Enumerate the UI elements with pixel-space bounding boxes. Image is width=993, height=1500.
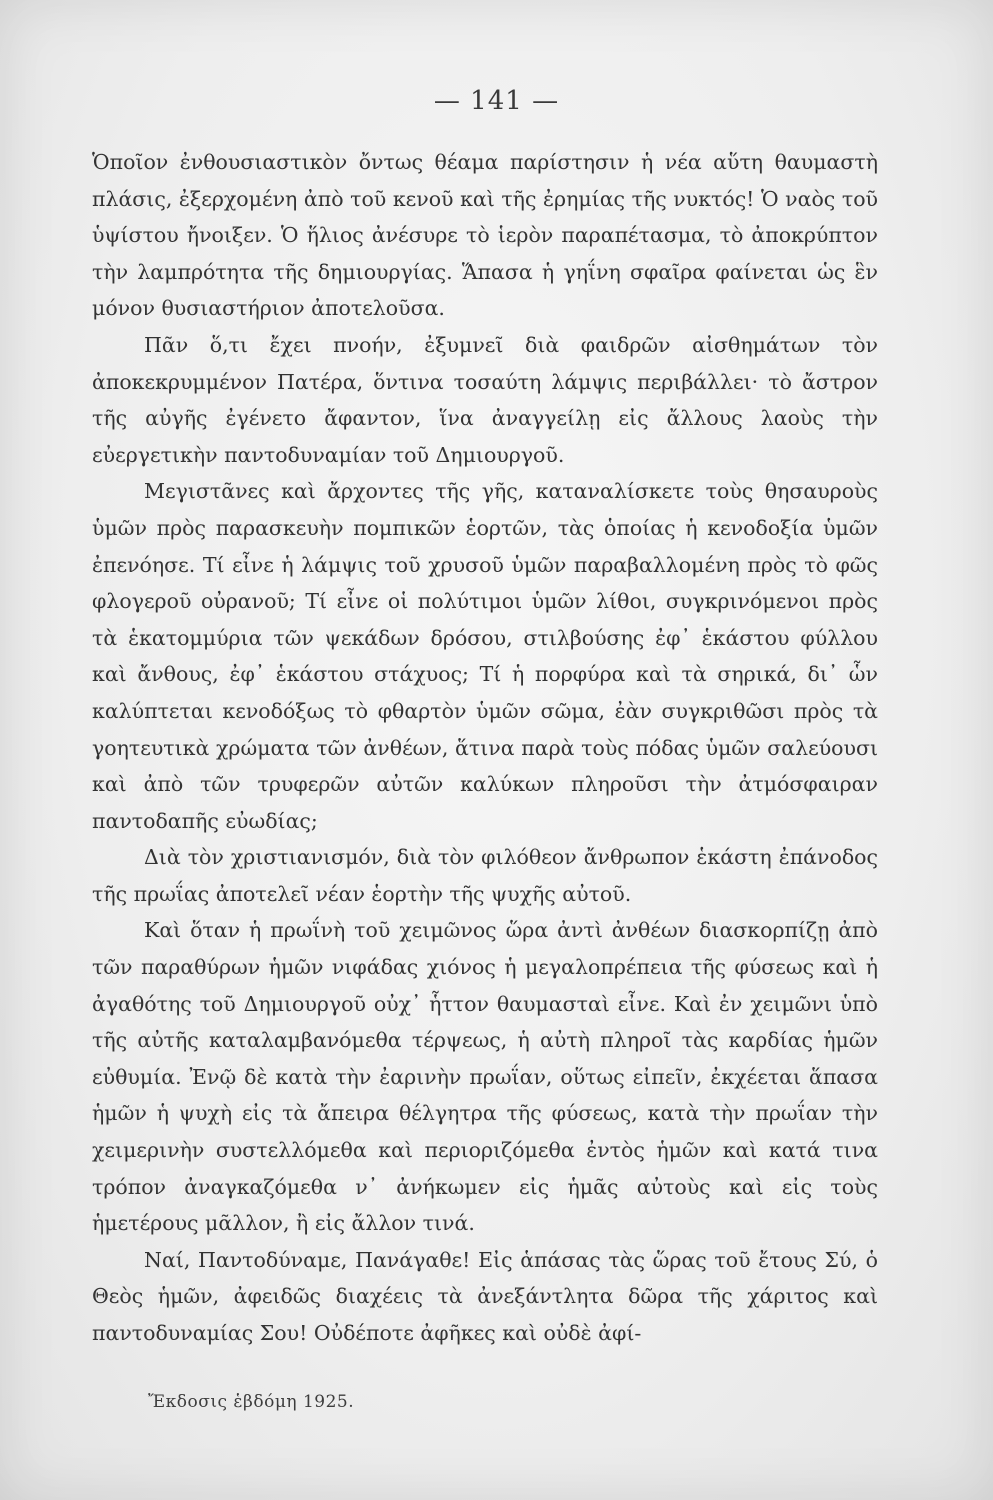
- paragraph-1: Ὁποῖον ἐνθουσιαστικὸν ὄντως θέαμα παρίστησιν ἡ νέα αὕτη θαυμαστὴ πλάσις, ἐξερχομένη ἀπὸ τοῦ κενοῦ καὶ τῆς ἐρημίας τῆς νυκτός! Ὁ ναὸς τοῦ ὑψίστου ἤνοιξεν. Ὁ ἥλιος ἀνέσυρε τὸ ἱερὸν παραπέτασμα, τὸ ἀποκρύπτον τὴν λαμπρότητα τῆς δημιουργίας. Ἅπασα ἡ γηΐνη σφαῖρα φαίνεται ὡς ἓν μόνον θυσιαστήριον ἀποτελοῦσα.: [92, 150, 878, 321]
- page-number: — 141 —: [433, 86, 560, 116]
- edition-footnote: Ἔκδοσις ἑβδόμη 1925.: [148, 1392, 355, 1412]
- body-text: [92, 144, 878, 1352]
- paragraph-6: Ναί, Παντοδύναμε, Πανάγαθε! Εἰς ἁπάσας τὰς ὥρας τοῦ ἔτους Σύ, ὁ Θεὸς ἡμῶν, ἀφειδῶς διαχέεις τὰ ἀνεξάντλητα δῶρα τῆς χάριτος καὶ παντοδυναμίας Σου! Οὐδέποτε ἀφῆκες καὶ οὐδὲ ἀφί-: [92, 1247, 878, 1345]
- paragraph-5: Καὶ ὅταν ἡ πρωΐνὴ τοῦ χειμῶνος ὥρα ἀντὶ ἀνθέων διασκορπίζῃ ἀπὸ τῶν παραθύρων ἡμῶν νιφάδας χιόνος ἡ μεγαλοπρέπεια τῆς φύσεως καὶ ἡ ἀγαθότης τοῦ Δημιουργοῦ οὐχ᾽ ἧττον θαυμασταὶ εἶνε. Καὶ ἐν χειμῶνι ὑπὸ τῆς αὐτῆς καταλαμβανόμεθα τέρψεως, ἡ αὐτὴ πληροῖ τὰς καρδίας ἡμῶν εὐθυμία. Ἐνῷ δὲ κατὰ τὴν ἐαρινὴν πρωΐαν, οὕτως εἰπεῖν, ἐκχέεται ἅπασα ἡμῶν ἡ ψυχὴ εἰς τὰ ἄπειρα θέλγητρα τῆς φύσεως, κατὰ τὴν πρωΐαν τὴν χειμερινὴν συστελλόμεθα καὶ περιοριζόμεθα ἐντὸς ἡμῶν καὶ κατά τινα τρόπον ἀναγκαζόμεθα ν᾽ ἀνήκωμεν εἰς ἡμᾶς αὐτοὺς καὶ εἰς τοὺς ἡμετέρους μᾶλλον, ἢ εἰς ἄλλον τινά.: [92, 918, 878, 1236]
- paragraph-4: Διὰ τὸν χριστιανισμόν, διὰ τὸν φιλόθεον ἄνθρωπον ἑκάστη ἐπάνοδος τῆς πρωΐας ἀποτελεῖ νέαν ἑορτὴν τῆς ψυχῆς αὐτοῦ.: [92, 845, 878, 906]
- paragraph-3: Μεγιστᾶνες καὶ ἄρχοντες τῆς γῆς, καταναλίσκετε τοὺς θησαυροὺς ὑμῶν πρὸς παρασκευὴν πομπικῶν ἑορτῶν, τὰς ὁποίας ἡ κενοδοξία ὑμῶν ἐπενόησε. Τί εἶνε ἡ λάμψις τοῦ χρυσοῦ ὑμῶν παραβαλλομένη πρὸς τὸ φῶς φλογεροῦ οὐρανοῦ; Τί εἶνε οἱ πολύτιμοι ὑμῶν λίθοι, συγκρινόμενοι πρὸς τὰ ἑκατομμύρια τῶν ψεκάδων δρόσου, στιλβούσης ἐφ᾽ ἑκάστου φύλλου καὶ ἄνθους, ἐφ᾽ ἑκάστου στάχυος; Τί ἡ πορφύρα καὶ τὰ σηρικά, δι᾽ ὧν καλύπτεται κενοδόξως τὸ φθαρτὸν ὑμῶν σῶμα, ἐὰν συγκριθῶσι πρὸς τὰ γοητευτικὰ χρώματα τῶν ἀνθέων, ἅτινα παρὰ τοὺς πόδας ὑμῶν σαλεύουσι καὶ ἀπὸ τῶν τρυφερῶν αὐτῶν καλύκων πληροῦσι τὴν ἀτμόσφαιραν παντοδαπῆς εὐωδίας;: [92, 479, 878, 833]
- paragraph-2: Πᾶν ὅ,τι ἔχει πνοήν, ἐξυμνεῖ διὰ φαιδρῶν αἰσθημάτων τὸν ἀποκεκρυμμένον Πατέρα, ὅντινα τοσαύτη λάμψις περιβάλλει· τὸ ἄστρον τῆς αὐγῆς ἐγένετο ἄφαντον, ἵνα ἀναγγείλῃ εἰς ἄλλους λαοὺς τὴν εὐεργετικὴν παντοδυναμίαν τοῦ Δημιουργοῦ.: [92, 332, 878, 467]
